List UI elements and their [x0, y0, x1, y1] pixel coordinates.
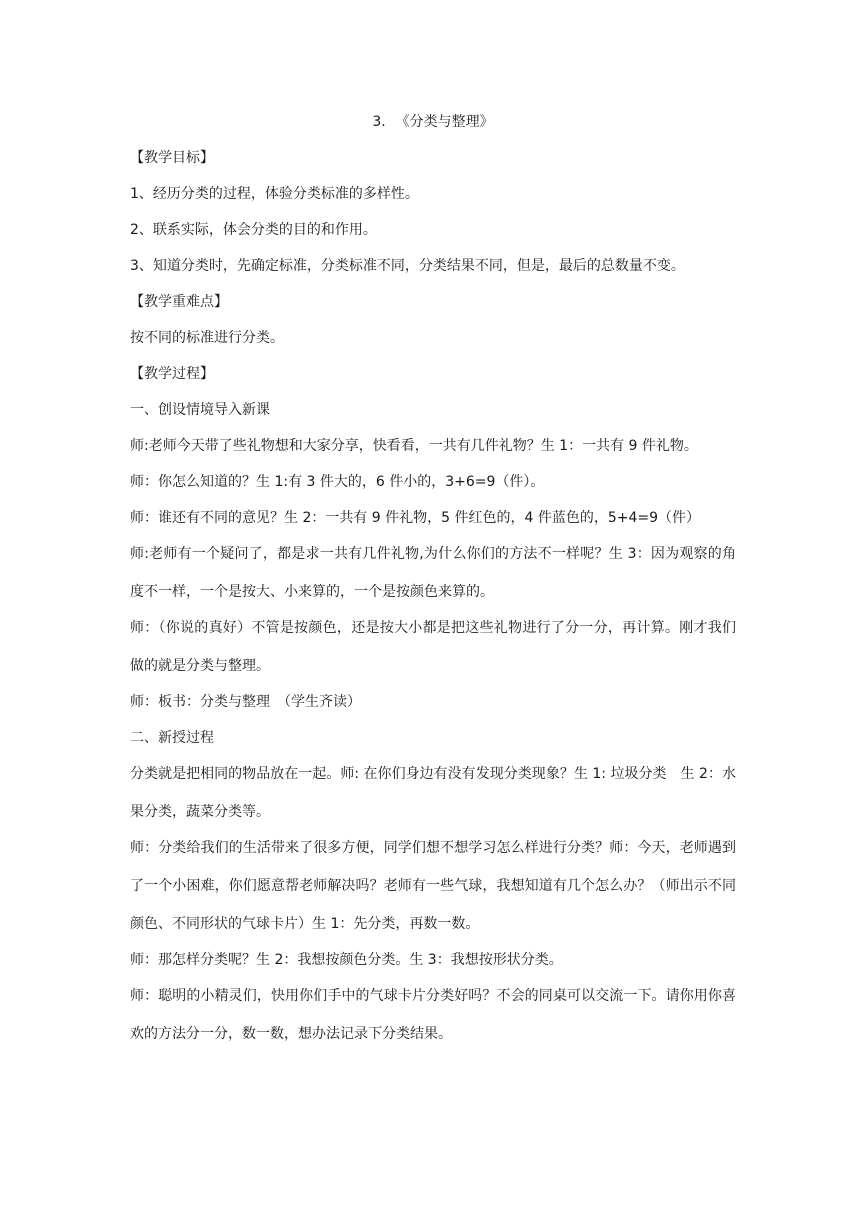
objective-1: 1、经历分类的过程，体验分类标准的多样性。	[130, 186, 419, 202]
section-heading-process: 【教学过程】	[130, 366, 214, 382]
section-heading-objectives: 【教学目标】	[130, 150, 214, 166]
objective-2: 2、联系实际，体会分类的目的和作用。	[130, 222, 377, 238]
dialogue-paragraph: 师:老师今天带了些礼物想和大家分享，快看看，一共有几件礼物？生 1：一共有 9 件礼物。	[130, 438, 698, 454]
title-number: 3.	[372, 114, 386, 130]
dialogue-paragraph: 师：谁还有不同的意见？生 2：一共有 9 件礼物，5 件红色的，4 件蓝色的，5+4=9（件）	[130, 510, 701, 526]
dialogue-paragraph: 师：板书：分类与整理 （学生齐读）	[130, 694, 361, 710]
document-body	[130, 112, 736, 1060]
objective-3: 3、知道分类时，先确定标准，分类标准不同，分类结果不同，但是，最后的总数量不变。	[130, 258, 685, 274]
process-part-2-heading: 二、新授过程	[130, 730, 214, 746]
dialogue-paragraph: 分类就是把相同的物品放在一起。师: 在你们身边有没有发现分类现象？生 1: 垃圾分类 生 2：水果分类，蔬菜分类等。	[130, 766, 736, 820]
dialogue-paragraph: 师：那怎样分类呢？生 2：我想按颜色分类。生 3：我想按形状分类。	[130, 952, 563, 968]
dialogue-paragraph: 师：你怎么知道的？生 1:有 3 件大的，6 件小的，3+6=9（件）。	[130, 474, 545, 490]
dialogue-paragraph: 师：（你说的真好）不管是按颜色，还是按大小都是把这些礼物进行了分一分，再计算。刚才我们做的就是分类与整理。	[130, 620, 736, 674]
process-part-1-heading: 一、创设情境导入新课	[130, 402, 270, 418]
title-text: 《分类与整理》	[395, 114, 494, 130]
page-title	[130, 112, 736, 132]
section-heading-key-points: 【教学重难点】	[130, 294, 228, 310]
dialogue-paragraph: 师：聪明的小精灵们，快用你们手中的气球卡片分类好吗？不会的同桌可以交流一下。请你用你喜欢的方法分一分，数一数，想办法记录下分类结果。	[130, 988, 736, 1042]
dialogue-paragraph: 师：分类给我们的生活带来了很多方便，同学们想不想学习怎么样进行分类？师：今天，老师遇到了一个小困难，你们愿意帮老师解决吗？老师有一些气球，我想知道有几个怎么办？（师出示不同颜色、不同形状的气球卡片）生 1：先分类，再数一数。	[130, 840, 736, 932]
dialogue-paragraph: 师:老师有一个疑问了，都是求一共有几件礼物,为什么你们的方法不一样呢？生 3：因为观察的角度不一样，一个是按大、小来算的，一个是按颜色来算的。	[130, 546, 736, 600]
key-point-text: 按不同的标准进行分类。	[130, 330, 284, 346]
